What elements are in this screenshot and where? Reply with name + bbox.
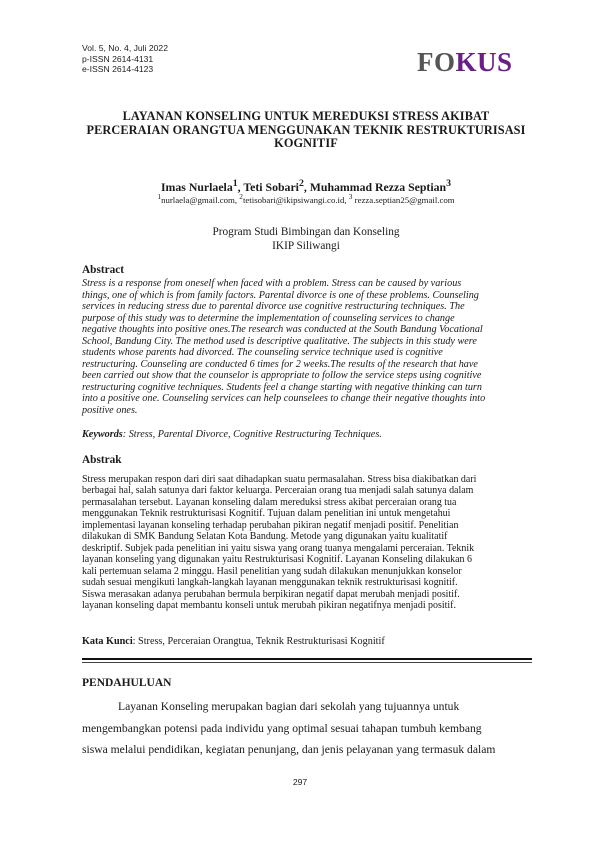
pendahuluan-body [82,696,530,761]
email-sup: 2 [239,192,243,201]
logo-text-b: KUS [455,47,513,77]
author-affil-sup: 3 [446,178,452,189]
abstract-line: restructuring cognitive techniques. Students feel a change starting with negative thinking can turn [82,381,482,393]
author-name: Muhammad Rezza Septian [309,179,447,194]
abstract-line: restructuring. Counseling are conducted 6 times for 2 weeks.The results of the research that have [82,358,478,370]
body-line: siswa melalui pendidikan, kegiatan penunjang, dan jenis pelayanan yang termasuk dalam [82,743,496,756]
body-line: mengembangkan potensi pada individu yang optimal sesuai tahapan tumbuh kembang [82,721,482,735]
abstract-line: positive ones. [82,405,138,417]
e-issn: e-ISSN 2614-4123 [82,64,154,75]
email: nurlaela@gmail.com, [161,194,240,205]
abstrak-line: dilakukan di SMK Bandung Selatan Kota Bandung. Metode yang digunakan yaitu kualitatif [82,531,448,543]
section-divider-thin [82,662,532,663]
institution [82,226,530,253]
abstrak-line: berbagai hal, salah satunya dari faktor keluarga. Perceraian orang tua menjadi salah satunya dalam [82,485,474,497]
page-number: 297 [292,777,308,787]
abstract-line: been carried out show that the counselor is appropriate to follow the service steps using cognitive [82,370,482,382]
abstract-line: purpose of this study was to determine the implementation of counseling services to change [82,312,455,324]
abstract-heading: Abstract [82,264,125,276]
abstrak-line: menggunakan Teknik restrukturisasi Kognitif. Tujuan dalam penelitian ini untuk mengetahui [82,508,451,520]
author-emails [82,192,530,205]
abstrak-line: layanan konseling yang digunakan yaitu Restrukturisasi Kognitif. Layanan Konseling dilakukan 6 [82,554,472,566]
volume-info: Vol. 5, No. 4, Juli 2022 [82,43,168,53]
keywords [82,429,530,440]
abstrak-line: implementasi layanan konseling terhadap perubahan pikiran negatif menjadi positif. Penelitian [82,519,459,531]
p-issn: p-ISSN 2614-4131 [82,53,154,64]
title-line: LAYANAN KONSELING UNTUK MEREDUKSI STRESS AKIBAT [122,109,490,123]
abstrak-line: deskriptif. Subjek pada penelitian ini yaitu siswa yang orang tuanya mengalami perceraian. Teknik [82,542,475,554]
abstract-body [82,278,530,417]
section-divider [82,658,532,660]
author-name: Imas Nurlaela [160,179,233,194]
email-sup: 3 [348,192,353,201]
abstrak-heading: Abstrak [82,454,122,466]
kata-kunci-label: Kata Kunci [82,636,133,647]
author-affil-sup: 1 [232,178,238,189]
kata-kunci [82,636,530,647]
abstract-line: things, one of which is from family factors. Parental divorce is one of these problems. Counseling [82,289,479,301]
abstrak-line: Stress merupakan respon dari diri saat dihadapkan suatu permasalahan. Stress bisa diakibatkan dari [82,474,477,485]
abstrak-body [82,474,530,611]
abstrak-line: layanan konseling dapat membantu konseli untuk merubah pikiran negatifnya menjadi positif. [82,599,456,611]
email: tetisobari@ikipsiwangi.co.id, [242,194,349,205]
email-sup: 1 [157,192,162,201]
abstract-line: into a positive one. Counseling services can help counselees to change their negative thoughts into [82,393,486,405]
abstrak-line: Siswa merasakan adanya perubahan bermula berpikiran negatif dapat merubah menjadi positif. [82,588,460,600]
author-separator: , [303,179,310,194]
journal-header [82,43,168,75]
logo-text-a: FO [417,47,456,77]
paper-title [82,110,530,151]
abstrak-line: kali pertemuan selama 2 minggu. Hasil penelitian yang sudah dilakukan menunjukkan konselor [82,565,462,577]
title-line: KOGNITIF [274,136,338,151]
abstract-line: students whose parents had divorced. The counseling service technique used is cognitive [82,347,443,359]
body-line: Layanan Konseling merupakan bagian dari sekolah yang tujuannya untuk [118,700,460,713]
keywords-label: Keywords [82,429,123,440]
author-affil-sup: 2 [298,178,304,189]
email: rezza.septian25@gmail.com [352,194,455,205]
abstract-line: Stress is a response from oneself when faced with a problem. Stress can be caused by various [82,278,462,289]
abstrak-line: permasalahan tersebut. Layanan konseling dalam mereduksi stress akibat perceraian orang tua [82,496,457,508]
abstrak-line: sudah sesuai mengikuti langkah-langkah layanan menggunakan teknik restrukturisasi kognitif. [82,577,458,589]
institution-name: IKIP Siliwangi [272,239,340,252]
abstract-line: School, Bandung City. The method used is descriptive qualitative. The subjects in this study were [82,335,477,347]
title-line: PERCERAIAN ORANGTUA MENGGUNAKAN TEKNIK RESTRUKTURISASI [86,122,526,137]
institution-department: Program Studi Bimbingan dan Konseling [212,226,400,238]
journal-logo [417,47,513,78]
abstract-line: negative thoughts into positive ones.The research was conducted at the South Bandung Vocational [82,324,483,336]
kata-kunci-text: : Stress, Perceraian Orangtua, Teknik Restrukturisasi Kognitif [132,636,385,647]
author-name: Teti Sobari [243,179,299,194]
pendahuluan-heading: PENDAHULUAN [82,677,172,689]
keywords-text: : Stress, Parental Divorce, Cognitive Restructuring Techniques. [122,429,382,440]
abstract-line: services in reducing stress due to parental divorce use cognitive restructuring techniques. The [82,301,465,313]
author-separator: , [237,179,244,194]
